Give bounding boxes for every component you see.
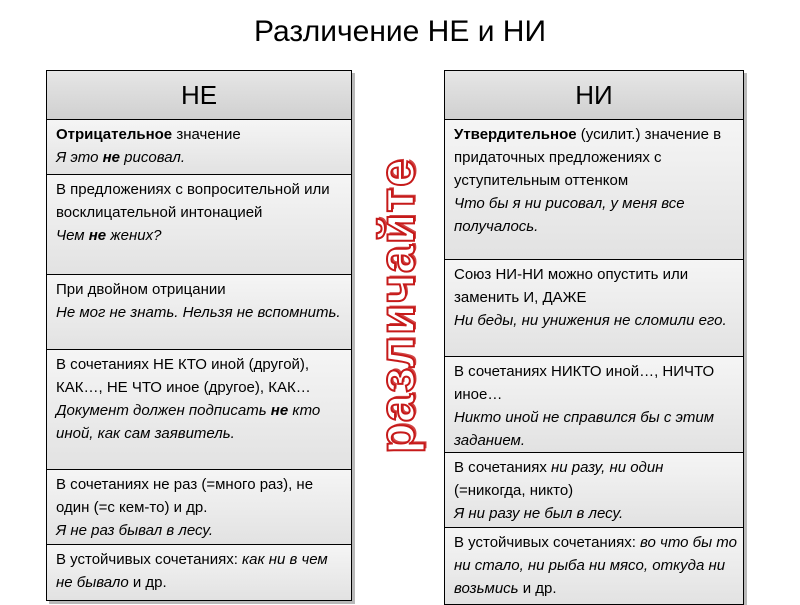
example-text: Я ни разу не был в лесу. <box>454 505 624 522</box>
example-text: Никто иной не справился бы с этим заданием. <box>454 409 715 449</box>
rule-text: В предложениях с вопросительной или восклицательной интонацией <box>56 181 330 221</box>
ne-row-interrogative <box>47 175 351 275</box>
example-text: Ни беды, ни унижения не сломили его. <box>454 312 727 329</box>
ni-row-set-phrases <box>445 528 743 604</box>
ne-row-negative <box>47 120 351 175</box>
rule-text: Отрицательное значение <box>56 126 241 143</box>
ni-table <box>444 70 744 605</box>
ne-table <box>46 70 352 601</box>
example-text: Я не раз бывал в лесу. <box>56 522 214 539</box>
ni-row-ni-ni <box>445 260 743 357</box>
example-text: Документ должен подписать не кто иной, как сам заявитель. <box>56 402 321 442</box>
rule-text: В устойчивых сочетаниях: во что бы то ни стало, ни рыба ни мясо, откуда ни возьмись и др. <box>454 534 737 597</box>
ne-row-ne-raz <box>47 470 351 545</box>
ni-row-nikto-inoy <box>445 357 743 453</box>
ne-row-set-phrases <box>47 545 351 600</box>
rule-text: В устойчивых сочетаниях: как ни в чем не бывало и др. <box>56 551 328 591</box>
rule-text: В сочетаниях ни разу, ни один (=никогда, никто) <box>454 459 664 499</box>
ne-row-double-negation <box>47 275 351 350</box>
rule-text: Союз НИ-НИ можно опустить или заменить И, ДАЖЕ <box>454 266 689 306</box>
side-word-area <box>361 86 433 526</box>
example-text: Я это не рисовал. <box>56 149 186 166</box>
ne-row-ne-kto-inoy <box>47 350 351 470</box>
ni-row-affirmative <box>445 120 743 260</box>
distinguish-word: различайте <box>369 158 425 454</box>
rule-text: В сочетаниях НИКТО иной…, НИЧТО иное… <box>454 363 715 403</box>
example-text: Не мог не знать. Нельзя не вспомнить. <box>56 304 341 321</box>
ni-row-ni-razu <box>445 453 743 528</box>
rule-text: В сочетаниях НЕ КТО иной (другой), КАК…, НЕ ЧТО иное (другое), КАК… <box>56 356 311 396</box>
ni-header: НИ <box>445 71 743 120</box>
example-text: Что бы я ни рисовал, у меня все получалось. <box>454 195 685 235</box>
ne-header: НЕ <box>47 71 351 120</box>
rule-text: В сочетаниях не раз (=много раз), не один (=с кем-то) и др. <box>56 476 314 516</box>
rule-text: При двойном отрицании <box>56 281 226 298</box>
page-title: Различение НЕ и НИ <box>253 15 547 48</box>
example-text: Чем не жених? <box>56 227 162 244</box>
rule-text: Утвердительное (усилит.) значение в придаточных предложениях с уступительным оттенком <box>454 126 722 189</box>
